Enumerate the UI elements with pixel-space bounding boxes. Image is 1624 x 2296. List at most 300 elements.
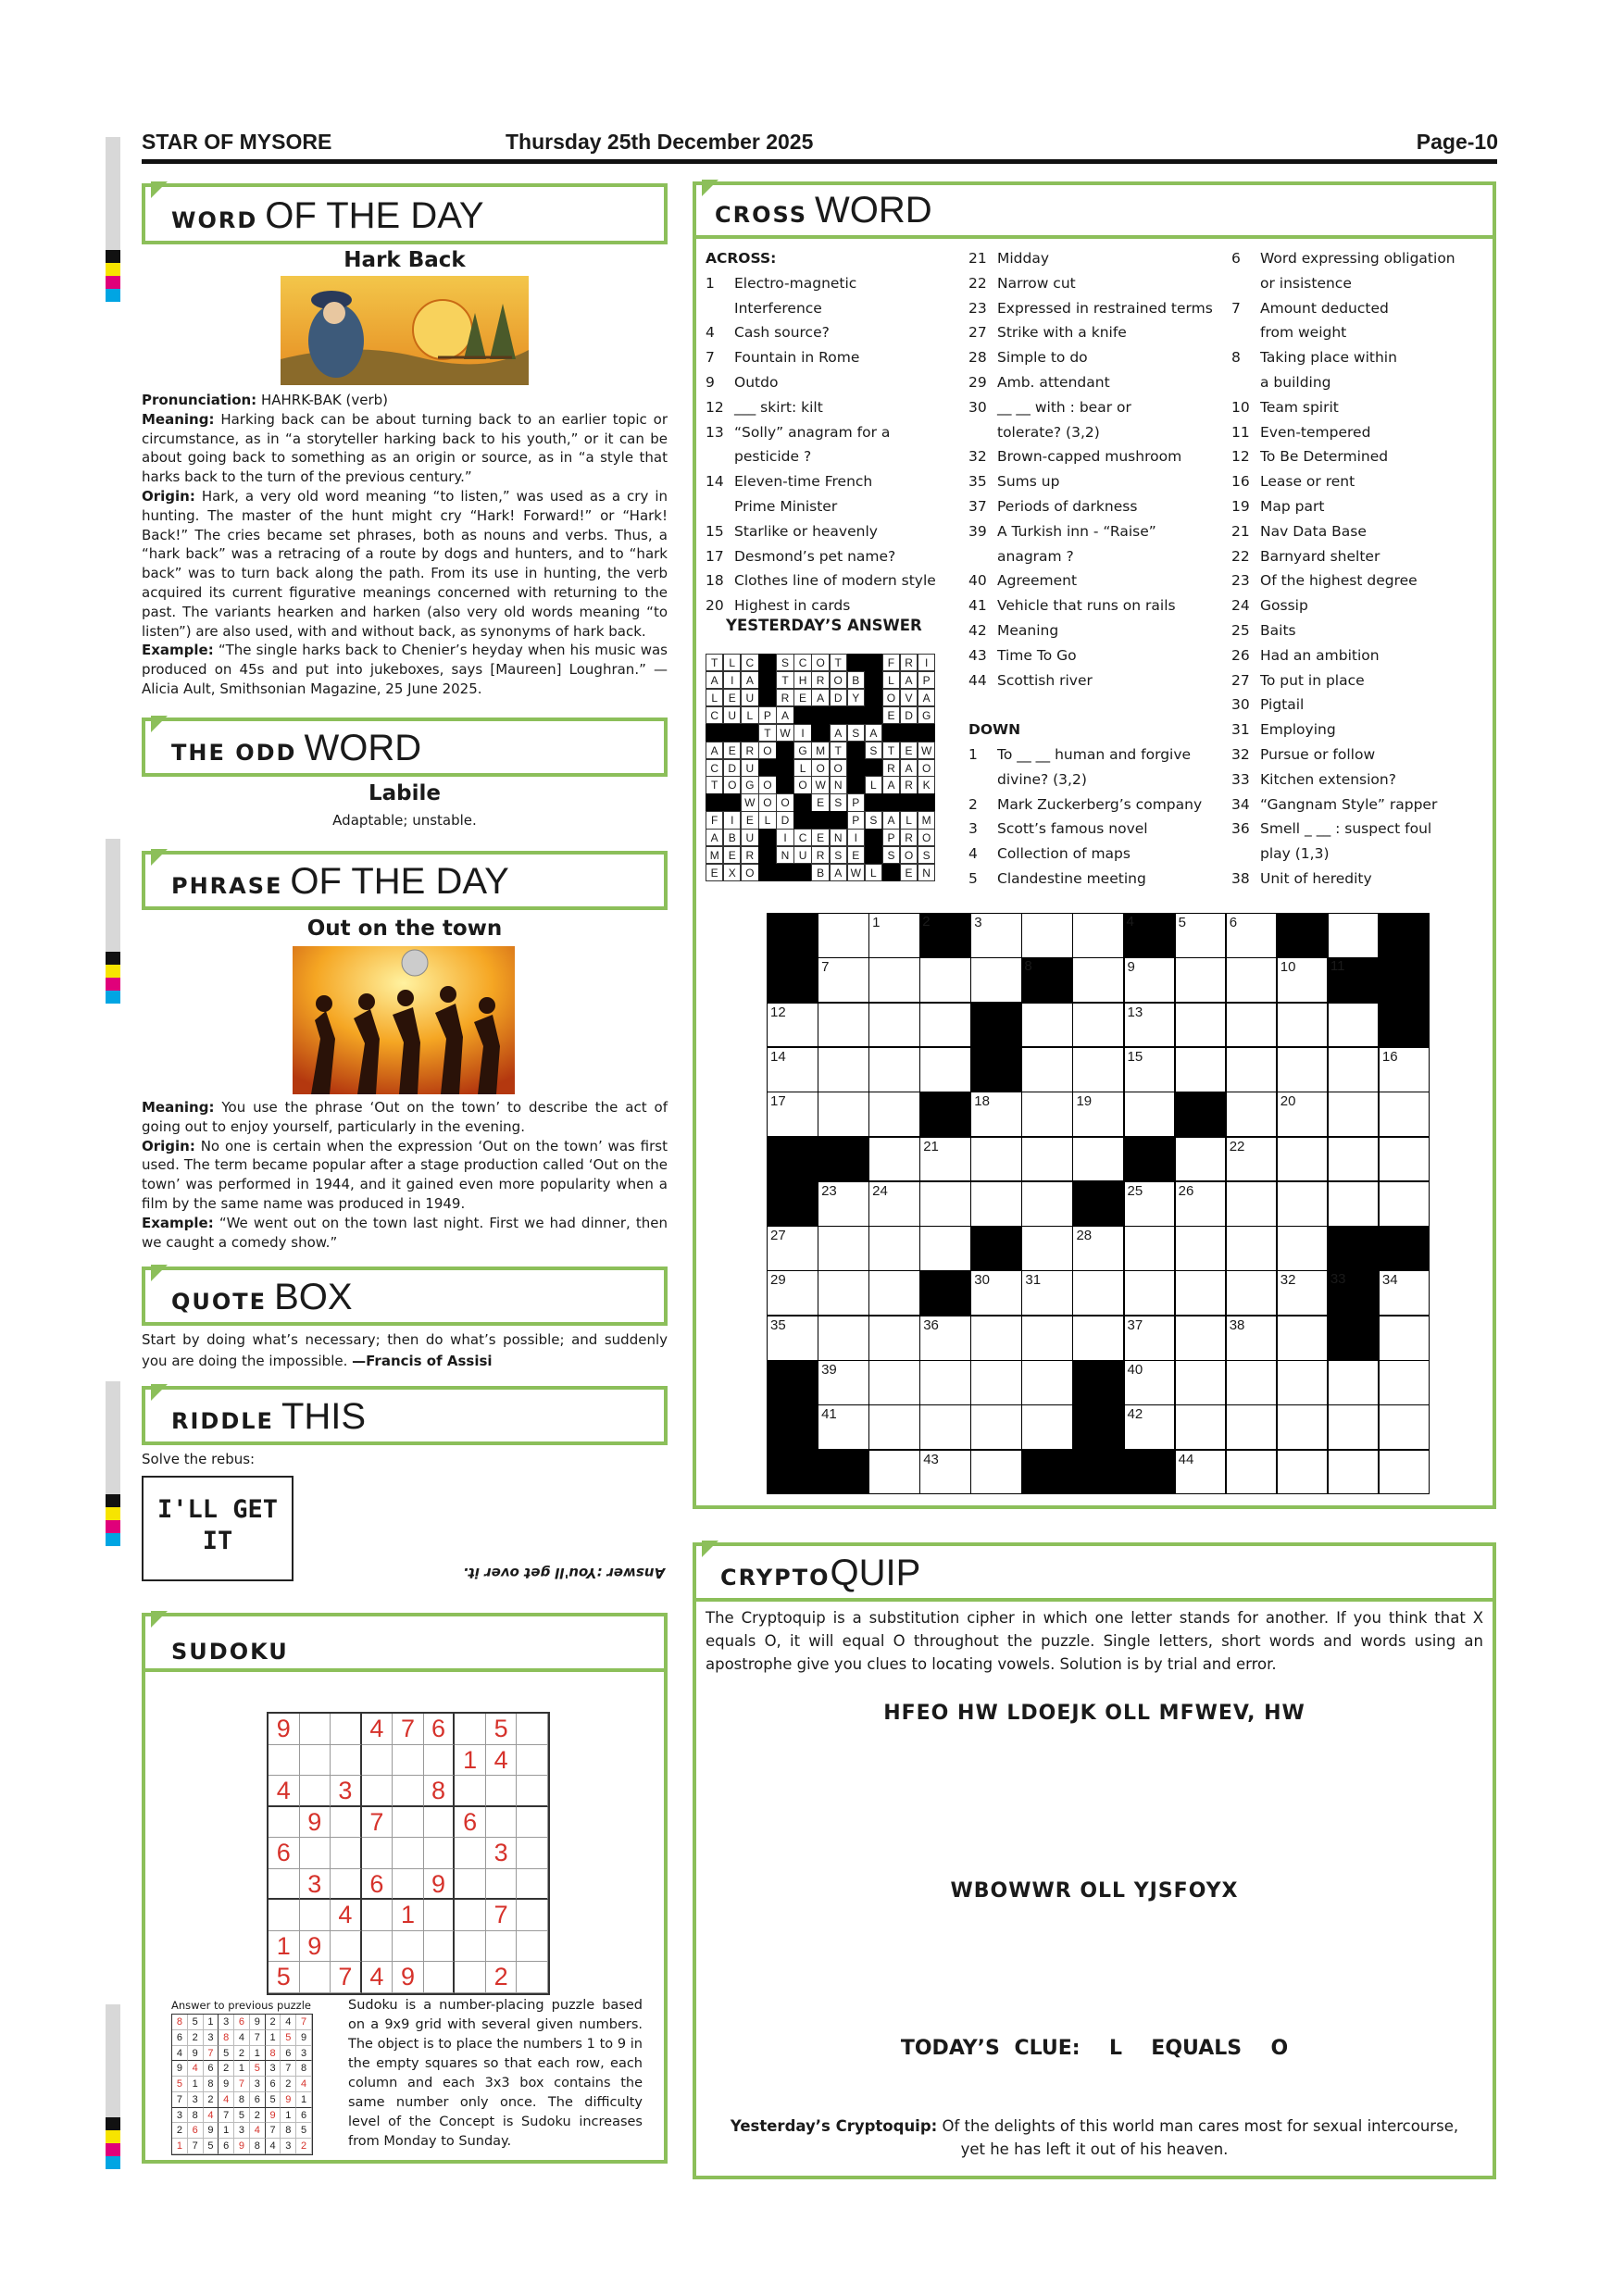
crossword-cell[interactable]: [818, 1226, 869, 1271]
previous-sudoku-cell: 4: [219, 2092, 234, 2108]
previous-sudoku-cell: 5: [219, 2046, 234, 2062]
crossword-cell[interactable]: [1175, 1316, 1227, 1361]
crossword-cell[interactable]: [1175, 1047, 1227, 1092]
crossword-cell[interactable]: [1175, 1270, 1227, 1316]
crossword-cell[interactable]: [970, 913, 1022, 958]
crossword-cell[interactable]: [1226, 1092, 1278, 1137]
crossword-cell[interactable]: [1124, 1316, 1176, 1361]
crossword-cell[interactable]: [1072, 1270, 1124, 1316]
sudoku-cell[interactable]: 8: [424, 1776, 456, 1807]
crossword-cell[interactable]: [1379, 1360, 1430, 1405]
crossword-cell[interactable]: [919, 1047, 971, 1092]
sudoku-cell[interactable]: 3: [486, 1838, 518, 1869]
crossword-cell[interactable]: [1072, 1003, 1124, 1048]
sudoku-cell[interactable]: [393, 1745, 424, 1777]
clue: 5 Clandestine meeting: [968, 869, 1146, 887]
crossword-cell[interactable]: [1226, 957, 1278, 1003]
crossword-cell[interactable]: [818, 1003, 869, 1048]
sudoku-cell[interactable]: [331, 1869, 362, 1901]
crossword-grid[interactable]: [767, 913, 1430, 1494]
crossword-cell[interactable]: [1328, 1137, 1380, 1182]
sudoku-cell[interactable]: 9: [424, 1869, 456, 1901]
crossword-cell[interactable]: [1072, 1137, 1124, 1182]
sudoku-cell[interactable]: [269, 1745, 300, 1777]
crossword-cell[interactable]: [1072, 1092, 1124, 1137]
crossword-cell[interactable]: [868, 1316, 920, 1361]
crossword-cell[interactable]: [818, 1404, 869, 1450]
print-mark: [106, 2117, 120, 2130]
crossword-block: [1021, 1450, 1073, 1495]
answer-cell: W: [811, 776, 829, 793]
previous-sudoku-cell: 4: [172, 2046, 188, 2062]
crossword-cell[interactable]: [868, 1137, 920, 1182]
answer-cell: L: [865, 776, 882, 793]
clue: 38 Unit of heredity: [1231, 869, 1372, 887]
crossword-cell[interactable]: [1277, 1404, 1329, 1450]
answer-block: [865, 689, 882, 706]
crossword-cell[interactable]: [1277, 1226, 1329, 1271]
crossword-cell[interactable]: [767, 1047, 818, 1092]
clue-number: 10: [1280, 959, 1296, 976]
crossword-cell[interactable]: [1328, 1047, 1380, 1092]
crossword-cell[interactable]: [868, 1450, 920, 1495]
crossword-cell[interactable]: [868, 1047, 920, 1092]
crossword-cell[interactable]: [1277, 1137, 1329, 1182]
sudoku-cell[interactable]: [455, 1931, 486, 1963]
clue: 18 Clothes line of modern style: [706, 572, 936, 590]
previous-sudoku-cell: 2: [172, 2123, 188, 2139]
answer-cell: U: [741, 829, 758, 846]
crossword-cell[interactable]: [919, 1450, 971, 1495]
crossword-cell[interactable]: [1021, 1181, 1073, 1227]
previous-sudoku-cell: 7: [219, 2108, 234, 2124]
sudoku-cell[interactable]: [331, 1745, 362, 1777]
crossword-cell[interactable]: [1328, 1360, 1380, 1405]
sudoku-cell[interactable]: [517, 1745, 548, 1777]
sudoku-cell[interactable]: [517, 1776, 548, 1807]
sudoku-cell[interactable]: 4: [362, 1962, 394, 1993]
crossword-cell[interactable]: [919, 1137, 971, 1182]
crossword-cell[interactable]: [919, 1404, 971, 1450]
crossword-cell[interactable]: [767, 1003, 818, 1048]
sudoku-cell[interactable]: 6: [455, 1807, 486, 1839]
crossword-cell[interactable]: [1226, 1360, 1278, 1405]
sudoku-cell[interactable]: [300, 1900, 331, 1931]
crossword-cell[interactable]: [1277, 1092, 1329, 1137]
answer-block: [758, 846, 776, 864]
crossword-cell[interactable]: [767, 1092, 818, 1137]
crossword-cell[interactable]: [1175, 1226, 1227, 1271]
sudoku-cell[interactable]: [362, 1900, 394, 1931]
crossword-cell[interactable]: [919, 957, 971, 1003]
crossword-cell[interactable]: [1277, 1003, 1329, 1048]
sudoku-cell[interactable]: [393, 1931, 424, 1963]
crossword-cell[interactable]: [1072, 957, 1124, 1003]
crossword-cell[interactable]: [1021, 1047, 1073, 1092]
answer-cell: P: [882, 829, 900, 846]
sudoku-cell[interactable]: [269, 1900, 300, 1931]
sudoku-cell[interactable]: [393, 1838, 424, 1869]
sudoku-cell[interactable]: 1: [455, 1745, 486, 1777]
sudoku-cell[interactable]: 7: [393, 1714, 424, 1745]
crossword-cell[interactable]: [1277, 1270, 1329, 1316]
sudoku-cell[interactable]: [424, 1745, 456, 1777]
sudoku-cell[interactable]: [486, 1776, 518, 1807]
crossword-cell[interactable]: [1277, 1450, 1329, 1495]
clue: 24 Gossip: [1231, 597, 1308, 615]
sudoku-cell[interactable]: 9: [393, 1962, 424, 1993]
previous-sudoku-cell: 1: [172, 2139, 188, 2154]
crossword-cell[interactable]: [1124, 1181, 1176, 1227]
sudoku-cell[interactable]: [269, 1807, 300, 1839]
crossword-cell[interactable]: [1072, 1316, 1124, 1361]
crossword-cell[interactable]: [970, 957, 1022, 1003]
sudoku-cell[interactable]: [486, 1807, 518, 1839]
crossword-cell[interactable]: [1226, 1047, 1278, 1092]
crossword-cell[interactable]: [970, 1092, 1022, 1137]
sudoku-cell[interactable]: [362, 1838, 394, 1869]
crossword-cell[interactable]: [1328, 1003, 1380, 1048]
crossword-cell[interactable]: [1175, 913, 1227, 958]
crossword-block: [1328, 1316, 1380, 1361]
sudoku-cell[interactable]: [517, 1900, 548, 1931]
sudoku-cell[interactable]: [331, 1807, 362, 1839]
crossword-cell[interactable]: [1328, 1092, 1380, 1137]
crossword-cell[interactable]: [1328, 1450, 1380, 1495]
phrase-text: Out on the town: [306, 917, 503, 941]
crossword-cell[interactable]: [919, 1003, 971, 1048]
clue: a building: [1260, 373, 1331, 391]
crossword-cell[interactable]: [919, 1360, 971, 1405]
previous-sudoku-cell: 5: [296, 2123, 312, 2139]
sudoku-cell[interactable]: 4: [331, 1900, 362, 1931]
sudoku-cell[interactable]: [362, 1745, 394, 1777]
answer-block: [776, 759, 793, 777]
clue-number: 1: [872, 915, 881, 930]
clue: 44 Scottish river: [968, 671, 1093, 689]
sudoku-cell[interactable]: 7: [486, 1900, 518, 1931]
sudoku-cell[interactable]: [455, 1838, 486, 1869]
crossword-cell[interactable]: [1021, 1316, 1073, 1361]
previous-sudoku-cell: 1: [266, 2030, 281, 2046]
answer-cell: L: [723, 654, 741, 671]
clue: 35 Sums up: [968, 473, 1060, 491]
crossword-cell[interactable]: [970, 1360, 1022, 1405]
crossword-cell[interactable]: [1175, 1404, 1227, 1450]
crossword-cell[interactable]: [1277, 1360, 1329, 1405]
previous-sudoku-cell: 4: [250, 2123, 266, 2139]
crossword-cell[interactable]: [868, 913, 920, 958]
sudoku-cell[interactable]: [486, 1931, 518, 1963]
sudoku-cell[interactable]: [424, 1838, 456, 1869]
cryptoquip-intro: The Cryptoquip is a substitution cipher in which one letter stands for another. If you think that X equals O, it will equal O throughout the puzzle. Single letters, short words and words using an apostrophe give you clues to locating vowels. Solution is by trial and error.: [706, 1609, 1483, 1673]
crossword-cell[interactable]: [1379, 1137, 1430, 1182]
previous-sudoku-cell: 8: [266, 2046, 281, 2062]
crossword-cell[interactable]: [1175, 1360, 1227, 1405]
answer-cell: M: [918, 811, 935, 829]
sudoku-cell[interactable]: [424, 1807, 456, 1839]
sudoku-cell[interactable]: [455, 1900, 486, 1931]
crossword-cell[interactable]: [818, 913, 869, 958]
crossword-cell[interactable]: [1021, 1226, 1073, 1271]
sudoku-cell[interactable]: [331, 1838, 362, 1869]
crossword-cell[interactable]: [970, 1450, 1022, 1495]
clue: 39 A Turkish inn - “Raise”: [968, 522, 1156, 540]
sudoku-cell[interactable]: [486, 1869, 518, 1901]
previous-sudoku-cell: 8: [234, 2092, 250, 2108]
crossword-cell[interactable]: [868, 1092, 920, 1137]
sudoku-cell[interactable]: 4: [486, 1745, 518, 1777]
sudoku-cell[interactable]: [300, 1776, 331, 1807]
answer-cell: S: [865, 811, 882, 829]
clue-number: 42: [1127, 1406, 1143, 1423]
sudoku-cell[interactable]: [455, 1962, 486, 1993]
sudoku-cell[interactable]: [269, 1869, 300, 1901]
answer-block: [723, 793, 741, 811]
sudoku-cell[interactable]: [300, 1714, 331, 1745]
crossword-cell[interactable]: [1226, 1316, 1278, 1361]
crossword-cell[interactable]: [970, 1137, 1022, 1182]
sudoku-cell[interactable]: 1: [269, 1931, 300, 1963]
sudoku-cell[interactable]: 3: [300, 1869, 331, 1901]
answer-block: [882, 724, 900, 742]
crossword-cell[interactable]: [1277, 1181, 1329, 1227]
print-mark: [106, 952, 120, 965]
crossword-cell[interactable]: [1175, 1450, 1227, 1495]
previous-sudoku-cell: 4: [188, 2061, 204, 2077]
sudoku-grid[interactable]: [267, 1712, 550, 1995]
sudoku-cell[interactable]: [393, 1807, 424, 1839]
crossword-cell[interactable]: [1226, 1226, 1278, 1271]
crossword-cell[interactable]: [1021, 1360, 1073, 1405]
crossword-cell[interactable]: [1021, 1404, 1073, 1450]
crossword-cell[interactable]: [868, 957, 920, 1003]
crossword-cell[interactable]: [1175, 1137, 1227, 1182]
crossword-cell[interactable]: [1124, 1047, 1176, 1092]
answer-cell: G: [793, 742, 811, 759]
sudoku-cell[interactable]: [455, 1714, 486, 1745]
crossword-cell[interactable]: [868, 1404, 920, 1450]
crossword-cell[interactable]: [1124, 957, 1176, 1003]
crossword-cell[interactable]: [818, 957, 869, 1003]
answer-cell: A: [918, 689, 935, 706]
crossword-cell[interactable]: [1175, 957, 1227, 1003]
crossword-cell[interactable]: [1124, 1003, 1176, 1048]
clue-number: 7: [821, 959, 830, 976]
crossword-cell[interactable]: [818, 1360, 869, 1405]
clue-number: 44: [1178, 1451, 1194, 1467]
sudoku-cell[interactable]: 6: [362, 1869, 394, 1901]
crossword-cell[interactable]: [1379, 1047, 1430, 1092]
sudoku-cell[interactable]: [517, 1931, 548, 1963]
crossword-cell[interactable]: [970, 1270, 1022, 1316]
sudoku-cell[interactable]: 3: [331, 1776, 362, 1807]
print-mark: [106, 839, 120, 952]
previous-sudoku-cell: 6: [172, 2030, 188, 2046]
sudoku-cell[interactable]: 4: [269, 1776, 300, 1807]
crossword-cell[interactable]: [818, 1181, 869, 1227]
crossword-cell[interactable]: [970, 1181, 1022, 1227]
page-number: Page-10: [1416, 130, 1498, 154]
clue: 22 Barnyard shelter: [1231, 547, 1380, 565]
crossword-cell[interactable]: [1277, 1047, 1329, 1092]
crossword-cell[interactable]: [970, 1404, 1022, 1450]
sudoku-cell[interactable]: [331, 1931, 362, 1963]
answer-cell: U: [741, 689, 758, 706]
crossword-cell[interactable]: [1124, 1270, 1176, 1316]
crossword-block: [1021, 957, 1073, 1003]
answer-cell: D: [776, 811, 793, 829]
previous-sudoku-cell: 9: [281, 2092, 296, 2108]
crossword-cell[interactable]: [1379, 1270, 1430, 1316]
answer-cell: E: [900, 864, 918, 881]
sudoku-cell[interactable]: 9: [300, 1931, 331, 1963]
down-clues-col3: [1231, 246, 1494, 892]
crossword-cell[interactable]: [868, 1360, 920, 1405]
previous-sudoku-cell: 1: [219, 2123, 234, 2139]
crossword-cell[interactable]: [1379, 1404, 1430, 1450]
sudoku-cell[interactable]: 2: [486, 1962, 518, 1993]
sudoku-cell[interactable]: [517, 1869, 548, 1901]
answer-cell: E: [741, 811, 758, 829]
crossword-cell[interactable]: [767, 1316, 818, 1361]
crossword-cell[interactable]: [1226, 1181, 1278, 1227]
sudoku-cell[interactable]: [331, 1714, 362, 1745]
answer-cell: G: [741, 776, 758, 793]
crossword-cell[interactable]: [767, 1270, 818, 1316]
sudoku-cell[interactable]: [393, 1869, 424, 1901]
crossword-cell[interactable]: [1124, 1226, 1176, 1271]
crossword-cell[interactable]: [919, 1226, 971, 1271]
answer-cell: R: [811, 671, 829, 689]
sudoku-cell[interactable]: 4: [362, 1714, 394, 1745]
crossword-cell[interactable]: [1328, 1404, 1380, 1450]
sudoku-cell[interactable]: 6: [424, 1714, 456, 1745]
crossword-cell[interactable]: [1379, 1450, 1430, 1495]
sudoku-cell[interactable]: 9: [269, 1714, 300, 1745]
crossword-cell[interactable]: [1021, 1003, 1073, 1048]
crossword-cell[interactable]: [1226, 1003, 1278, 1048]
sudoku-cell[interactable]: 6: [269, 1838, 300, 1869]
sudoku-cell[interactable]: [517, 1838, 548, 1869]
crossword-cell[interactable]: [1124, 1404, 1176, 1450]
crossword-cell[interactable]: [1226, 1270, 1278, 1316]
answer-cell: S: [847, 724, 865, 742]
crossword-cell[interactable]: [1328, 1181, 1380, 1227]
sudoku-cell[interactable]: 9: [300, 1807, 331, 1839]
previous-sudoku-cell: 9: [204, 2123, 219, 2139]
crossword-cell[interactable]: [1124, 1360, 1176, 1405]
crossword-cell[interactable]: [767, 1226, 818, 1271]
crossword-block: [767, 913, 818, 958]
sudoku-cell[interactable]: [424, 1962, 456, 1993]
answer-cell: B: [847, 671, 865, 689]
clue-number: 2: [922, 914, 931, 930]
sudoku-cell[interactable]: [393, 1776, 424, 1807]
crossword-cell[interactable]: [868, 1003, 920, 1048]
crossword-cell[interactable]: [1226, 1450, 1278, 1495]
print-mark: [106, 991, 120, 1004]
crossword-cell[interactable]: [919, 1181, 971, 1227]
clue-number: 13: [1127, 1004, 1143, 1020]
crossword-cell[interactable]: [1021, 913, 1073, 958]
crossword-cell[interactable]: [1379, 1181, 1430, 1227]
answer-cell: O: [758, 793, 776, 811]
crossword-cell[interactable]: [1226, 1137, 1278, 1182]
sudoku-cell[interactable]: 5: [269, 1962, 300, 1993]
crossword-block: [767, 1137, 818, 1182]
crossword-cell[interactable]: [1277, 1316, 1329, 1361]
crossword-cell[interactable]: [868, 1270, 920, 1316]
sudoku-cell[interactable]: [455, 1869, 486, 1901]
sudoku-cell[interactable]: 7: [331, 1962, 362, 1993]
crossword-cell[interactable]: [1072, 913, 1124, 958]
crossword-cell[interactable]: [1379, 1316, 1430, 1361]
crossword-cell[interactable]: [818, 1092, 869, 1137]
answer-cell: L: [741, 706, 758, 724]
sudoku-cell[interactable]: [517, 1714, 548, 1745]
previous-sudoku-cell: 4: [234, 2030, 250, 2046]
sudoku-cell[interactable]: [300, 1962, 331, 1993]
crossword-cell[interactable]: [818, 1270, 869, 1316]
crossword-cell[interactable]: [1175, 1003, 1227, 1048]
previous-sudoku-cell: 5: [281, 2030, 296, 2046]
crossword-cell[interactable]: [919, 1316, 971, 1361]
sudoku-cell[interactable]: [517, 1807, 548, 1839]
crossword-cell[interactable]: [1379, 1092, 1430, 1137]
clue-number: 29: [770, 1272, 786, 1289]
answer-cell: U: [723, 706, 741, 724]
sudoku-cell[interactable]: 5: [486, 1714, 518, 1745]
crossword-block: [1072, 1181, 1124, 1227]
crossword-cell[interactable]: [1124, 1092, 1176, 1137]
sudoku-cell[interactable]: 1: [393, 1900, 424, 1931]
crossword-block: [919, 1270, 971, 1316]
crossword-cell[interactable]: [1072, 1226, 1124, 1271]
sudoku-cell[interactable]: [300, 1745, 331, 1777]
crossword-cell[interactable]: [1226, 1404, 1278, 1450]
crossword-cell[interactable]: [868, 1226, 920, 1271]
party-illustration: [293, 946, 515, 1094]
sudoku-cell[interactable]: [517, 1962, 548, 1993]
sudoku-cell[interactable]: [424, 1931, 456, 1963]
crossword-cell[interactable]: [868, 1181, 920, 1227]
crossword-cell[interactable]: [818, 1316, 869, 1361]
answer-cell: R: [811, 846, 829, 864]
crossword-cell[interactable]: [1021, 1270, 1073, 1316]
sudoku-cell[interactable]: [362, 1776, 394, 1807]
crossword-cell[interactable]: [818, 1047, 869, 1092]
odd-word: Labile: [368, 781, 441, 805]
previous-sudoku-cell: 1: [281, 2108, 296, 2124]
clue: 20 Highest in cards: [706, 597, 851, 615]
crossword-cell[interactable]: [1021, 1137, 1073, 1182]
sudoku-cell[interactable]: 7: [362, 1807, 394, 1839]
sudoku-cell[interactable]: [455, 1776, 486, 1807]
crossword-cell[interactable]: [1175, 1181, 1227, 1227]
crossword-cell[interactable]: [1021, 1092, 1073, 1137]
crossword-cell[interactable]: [1277, 957, 1329, 1003]
crossword-cell[interactable]: [1226, 913, 1278, 958]
crossword-cell[interactable]: [1072, 1047, 1124, 1092]
sudoku-cell[interactable]: [300, 1838, 331, 1869]
answer-block: [706, 793, 723, 811]
crossword-cell[interactable]: [1328, 913, 1380, 958]
sudoku-cell[interactable]: [424, 1900, 456, 1931]
sudoku-cell[interactable]: [362, 1931, 394, 1963]
previous-sudoku-cell: 2: [219, 2061, 234, 2077]
crossword-cell[interactable]: [970, 1316, 1022, 1361]
